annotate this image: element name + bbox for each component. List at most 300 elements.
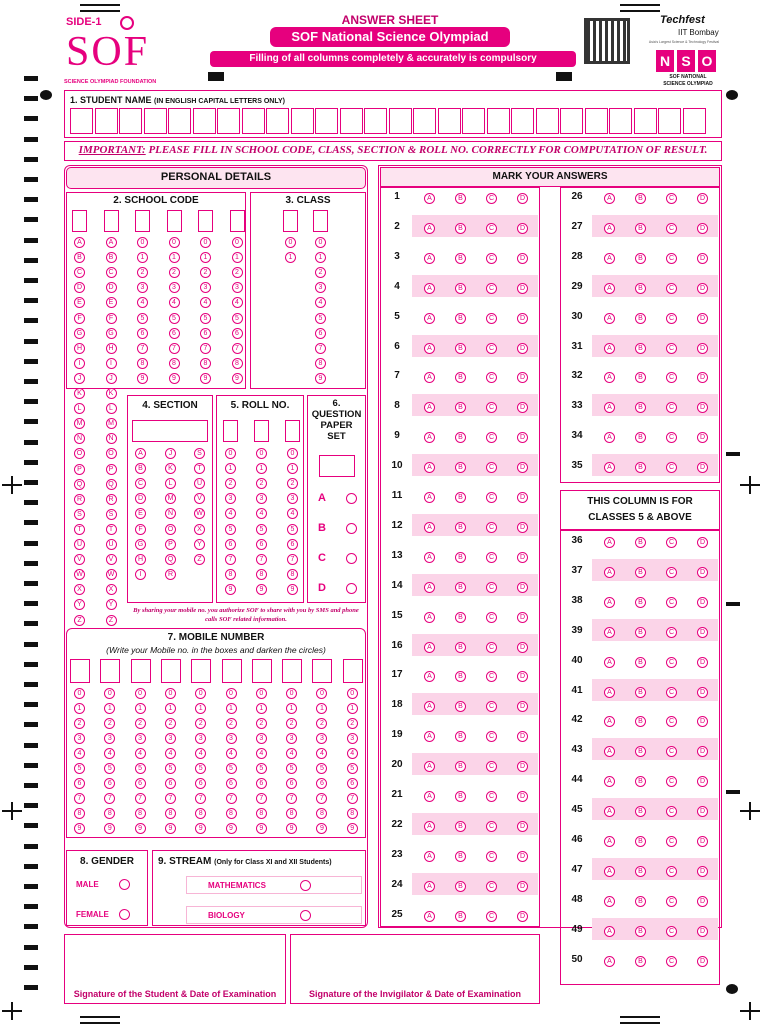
school-code-letter-bubble[interactable]: U xyxy=(106,539,117,550)
answer-bubble[interactable]: A xyxy=(604,567,615,578)
answer-bubble[interactable]: B xyxy=(635,627,646,638)
mobile-digit-bubble[interactable]: 7 xyxy=(74,793,85,804)
roll-no-bubble[interactable]: 7 xyxy=(287,554,298,565)
answer-bubble[interactable]: D xyxy=(697,343,708,354)
mobile-digit-bubble[interactable]: 2 xyxy=(286,718,297,729)
section-bubble[interactable]: O xyxy=(165,524,176,535)
answer-bubble[interactable]: B xyxy=(635,806,646,817)
answer-bubble[interactable]: D xyxy=(517,552,528,563)
school-code-letter-bubble[interactable]: V xyxy=(74,554,85,565)
mobile-digit-bubble[interactable]: 4 xyxy=(135,748,146,759)
answer-bubble[interactable]: B xyxy=(455,313,466,324)
answer-bubble[interactable]: B xyxy=(455,851,466,862)
roll-no-bubble[interactable]: 6 xyxy=(287,539,298,550)
mobile-digit-bubble[interactable]: 1 xyxy=(256,703,267,714)
answer-bubble[interactable]: A xyxy=(604,806,615,817)
answer-bubble[interactable]: A xyxy=(424,253,435,264)
answer-bubble[interactable]: C xyxy=(486,761,497,772)
answer-bubble[interactable]: D xyxy=(517,343,528,354)
school-code-box[interactable] xyxy=(135,210,150,232)
answer-bubble[interactable]: A xyxy=(604,956,615,967)
answer-bubble[interactable]: C xyxy=(666,776,677,787)
answer-bubble[interactable]: D xyxy=(517,283,528,294)
school-code-letter-bubble[interactable]: W xyxy=(106,569,117,580)
mobile-digit-box[interactable] xyxy=(222,659,242,683)
stream-bubble[interactable] xyxy=(300,880,311,891)
answer-bubble[interactable]: A xyxy=(424,612,435,623)
school-code-letter-bubble[interactable]: T xyxy=(74,524,85,535)
mobile-digit-bubble[interactable]: 2 xyxy=(135,718,146,729)
school-code-letter-bubble[interactable]: D xyxy=(74,282,85,293)
mobile-digit-bubble[interactable]: 5 xyxy=(135,763,146,774)
section-bubble[interactable]: V xyxy=(194,493,205,504)
mobile-digit-bubble[interactable]: 7 xyxy=(135,793,146,804)
roll-no-bubble[interactable]: 5 xyxy=(225,524,236,535)
mobile-digit-bubble[interactable]: 0 xyxy=(165,688,176,699)
mobile-digit-bubble[interactable]: 6 xyxy=(347,778,358,789)
mobile-digit-bubble[interactable]: 3 xyxy=(104,733,115,744)
answer-bubble[interactable]: B xyxy=(635,657,646,668)
roll-no-bubble[interactable]: 1 xyxy=(287,463,298,474)
answer-bubble[interactable]: C xyxy=(486,552,497,563)
mobile-digit-bubble[interactable]: 3 xyxy=(195,733,206,744)
school-code-letter-bubble[interactable]: E xyxy=(106,297,117,308)
section-bubble[interactable]: I xyxy=(135,569,146,580)
mobile-digit-bubble[interactable]: 9 xyxy=(165,823,176,834)
name-letter-box[interactable] xyxy=(193,108,216,134)
section-bubble[interactable]: F xyxy=(135,524,146,535)
answer-bubble[interactable]: C xyxy=(486,402,497,413)
answer-bubble[interactable]: C xyxy=(666,567,677,578)
qp-set-bubble[interactable] xyxy=(346,493,357,504)
school-code-digit-bubble[interactable]: 1 xyxy=(232,252,243,263)
mobile-digit-bubble[interactable]: 2 xyxy=(165,718,176,729)
section-bubble[interactable]: G xyxy=(135,539,146,550)
answer-bubble[interactable]: A xyxy=(424,193,435,204)
school-code-digit-bubble[interactable]: 6 xyxy=(169,328,180,339)
mobile-digit-bubble[interactable]: 2 xyxy=(74,718,85,729)
school-code-box[interactable] xyxy=(72,210,87,232)
answer-bubble[interactable]: C xyxy=(486,492,497,503)
roll-no-bubble[interactable]: 4 xyxy=(287,508,298,519)
answer-bubble[interactable]: C xyxy=(486,372,497,383)
mobile-digit-bubble[interactable]: 4 xyxy=(347,748,358,759)
section-input[interactable] xyxy=(132,420,208,442)
answer-bubble[interactable]: D xyxy=(697,537,708,548)
school-code-letter-bubble[interactable]: H xyxy=(74,343,85,354)
answer-bubble[interactable]: C xyxy=(486,223,497,234)
answer-bubble[interactable]: B xyxy=(455,642,466,653)
school-code-letter-bubble[interactable]: T xyxy=(106,524,117,535)
school-code-digit-bubble[interactable]: 3 xyxy=(169,282,180,293)
mobile-digit-bubble[interactable]: 9 xyxy=(74,823,85,834)
answer-bubble[interactable]: D xyxy=(697,223,708,234)
answer-bubble[interactable]: C xyxy=(486,343,497,354)
name-letter-box[interactable] xyxy=(315,108,338,134)
answer-bubble[interactable]: A xyxy=(424,881,435,892)
answer-bubble[interactable]: C xyxy=(666,253,677,264)
school-code-letter-bubble[interactable]: Z xyxy=(106,615,117,626)
school-code-letter-bubble[interactable]: R xyxy=(106,494,117,505)
name-letter-box[interactable] xyxy=(364,108,387,134)
class-digit-bubble[interactable]: 0 xyxy=(315,237,326,248)
school-code-letter-bubble[interactable]: Z xyxy=(74,615,85,626)
answer-bubble[interactable]: C xyxy=(666,597,677,608)
answer-bubble[interactable]: D xyxy=(517,761,528,772)
answer-bubble[interactable]: C xyxy=(486,821,497,832)
school-code-letter-bubble[interactable]: V xyxy=(106,554,117,565)
answer-bubble[interactable]: A xyxy=(604,372,615,383)
answer-bubble[interactable]: D xyxy=(697,926,708,937)
name-letter-box[interactable] xyxy=(683,108,706,134)
school-code-letter-bubble[interactable]: W xyxy=(74,569,85,580)
class-digit-bubble[interactable]: 6 xyxy=(315,328,326,339)
school-code-digit-bubble[interactable]: 9 xyxy=(232,373,243,384)
mobile-digit-bubble[interactable]: 3 xyxy=(347,733,358,744)
mobile-digit-bubble[interactable]: 0 xyxy=(256,688,267,699)
school-code-digit-bubble[interactable]: 8 xyxy=(232,358,243,369)
name-letter-box[interactable] xyxy=(438,108,461,134)
mobile-digit-bubble[interactable]: 8 xyxy=(226,808,237,819)
school-code-digit-bubble[interactable]: 7 xyxy=(200,343,211,354)
answer-bubble[interactable]: A xyxy=(604,866,615,877)
school-code-box[interactable] xyxy=(198,210,213,232)
mobile-digit-bubble[interactable]: 1 xyxy=(316,703,327,714)
roll-no-bubble[interactable]: 9 xyxy=(225,584,236,595)
roll-no-bubble[interactable]: 4 xyxy=(256,508,267,519)
answer-bubble[interactable]: A xyxy=(604,253,615,264)
section-bubble[interactable]: Q xyxy=(165,554,176,565)
answer-bubble[interactable]: C xyxy=(486,462,497,473)
school-code-digit-bubble[interactable]: 2 xyxy=(200,267,211,278)
section-bubble[interactable]: J xyxy=(165,448,176,459)
answer-bubble[interactable]: B xyxy=(455,552,466,563)
answer-bubble[interactable]: A xyxy=(424,701,435,712)
section-bubble[interactable]: U xyxy=(194,478,205,489)
mobile-digit-bubble[interactable]: 0 xyxy=(347,688,358,699)
mobile-digit-bubble[interactable]: 1 xyxy=(135,703,146,714)
mobile-digit-bubble[interactable]: 6 xyxy=(226,778,237,789)
answer-bubble[interactable]: C xyxy=(486,313,497,324)
answer-bubble[interactable]: D xyxy=(697,283,708,294)
name-letter-box[interactable] xyxy=(340,108,363,134)
mobile-digit-bubble[interactable]: 2 xyxy=(256,718,267,729)
answer-bubble[interactable]: B xyxy=(455,432,466,443)
school-code-letter-bubble[interactable]: G xyxy=(74,328,85,339)
school-code-digit-bubble[interactable]: 9 xyxy=(200,373,211,384)
answer-bubble[interactable]: B xyxy=(635,956,646,967)
mobile-digit-bubble[interactable]: 2 xyxy=(104,718,115,729)
mobile-digit-bubble[interactable]: 4 xyxy=(74,748,85,759)
answer-bubble[interactable]: D xyxy=(697,956,708,967)
school-code-letter-bubble[interactable]: S xyxy=(106,509,117,520)
answer-bubble[interactable]: C xyxy=(486,881,497,892)
roll-no-bubble[interactable]: 6 xyxy=(225,539,236,550)
answer-bubble[interactable]: A xyxy=(424,851,435,862)
answer-bubble[interactable]: C xyxy=(666,372,677,383)
answer-bubble[interactable]: B xyxy=(635,896,646,907)
answer-bubble[interactable]: A xyxy=(604,432,615,443)
answer-bubble[interactable]: D xyxy=(697,313,708,324)
mobile-digit-bubble[interactable]: 2 xyxy=(195,718,206,729)
mobile-digit-bubble[interactable]: 8 xyxy=(286,808,297,819)
name-letter-box[interactable] xyxy=(560,108,583,134)
school-code-letter-bubble[interactable]: X xyxy=(74,584,85,595)
school-code-digit-bubble[interactable]: 3 xyxy=(137,282,148,293)
mobile-digit-bubble[interactable]: 3 xyxy=(135,733,146,744)
answer-bubble[interactable]: C xyxy=(486,432,497,443)
roll-no-bubble[interactable]: 5 xyxy=(287,524,298,535)
class-digit-bubble[interactable]: 5 xyxy=(315,313,326,324)
mobile-digit-bubble[interactable]: 7 xyxy=(195,793,206,804)
mobile-digit-bubble[interactable]: 1 xyxy=(195,703,206,714)
answer-bubble[interactable]: B xyxy=(455,193,466,204)
mobile-digit-bubble[interactable]: 9 xyxy=(195,823,206,834)
answer-bubble[interactable]: B xyxy=(635,223,646,234)
answer-bubble[interactable]: B xyxy=(455,223,466,234)
school-code-letter-bubble[interactable]: I xyxy=(106,358,117,369)
roll-no-bubble[interactable]: 0 xyxy=(256,448,267,459)
answer-bubble[interactable]: A xyxy=(424,402,435,413)
answer-bubble[interactable]: A xyxy=(604,926,615,937)
mobile-digit-bubble[interactable]: 8 xyxy=(347,808,358,819)
mobile-digit-bubble[interactable]: 0 xyxy=(104,688,115,699)
school-code-box[interactable] xyxy=(230,210,245,232)
class-digit-bubble[interactable]: 1 xyxy=(285,252,296,263)
answer-bubble[interactable]: C xyxy=(666,926,677,937)
qp-set-bubble[interactable] xyxy=(346,523,357,534)
roll-no-bubble[interactable]: 9 xyxy=(287,584,298,595)
school-code-box[interactable] xyxy=(167,210,182,232)
section-bubble[interactable]: X xyxy=(194,524,205,535)
roll-no-bubble[interactable]: 1 xyxy=(225,463,236,474)
school-code-letter-bubble[interactable]: A xyxy=(74,237,85,248)
roll-no-bubble[interactable]: 9 xyxy=(256,584,267,595)
answer-bubble[interactable]: C xyxy=(666,343,677,354)
answer-bubble[interactable]: D xyxy=(697,432,708,443)
mobile-digit-bubble[interactable]: 6 xyxy=(165,778,176,789)
stream-bubble[interactable] xyxy=(300,910,311,921)
mobile-digit-box[interactable] xyxy=(312,659,332,683)
mobile-digit-bubble[interactable]: 7 xyxy=(256,793,267,804)
answer-bubble[interactable]: B xyxy=(455,791,466,802)
section-bubble[interactable]: M xyxy=(165,493,176,504)
answer-bubble[interactable]: D xyxy=(697,896,708,907)
mobile-digit-bubble[interactable]: 3 xyxy=(226,733,237,744)
answer-bubble[interactable]: D xyxy=(697,716,708,727)
section-bubble[interactable]: H xyxy=(135,554,146,565)
answer-bubble[interactable]: D xyxy=(517,193,528,204)
name-letter-box[interactable] xyxy=(95,108,118,134)
answer-bubble[interactable]: D xyxy=(517,253,528,264)
roll-no-bubble[interactable]: 4 xyxy=(225,508,236,519)
roll-no-bubble[interactable]: 8 xyxy=(287,569,298,580)
answer-bubble[interactable]: B xyxy=(635,866,646,877)
school-code-letter-bubble[interactable]: B xyxy=(106,252,117,263)
mobile-digit-bubble[interactable]: 9 xyxy=(135,823,146,834)
answer-bubble[interactable]: D xyxy=(697,627,708,638)
answer-bubble[interactable]: D xyxy=(517,223,528,234)
answer-bubble[interactable]: D xyxy=(697,746,708,757)
mobile-digit-bubble[interactable]: 9 xyxy=(316,823,327,834)
answer-bubble[interactable]: A xyxy=(424,462,435,473)
class-digit-bubble[interactable]: 8 xyxy=(315,358,326,369)
answer-bubble[interactable]: A xyxy=(424,552,435,563)
mobile-digit-bubble[interactable]: 4 xyxy=(316,748,327,759)
section-bubble[interactable]: N xyxy=(165,508,176,519)
mobile-digit-bubble[interactable]: 1 xyxy=(74,703,85,714)
school-code-digit-bubble[interactable]: 8 xyxy=(200,358,211,369)
school-code-digit-bubble[interactable]: 1 xyxy=(169,252,180,263)
answer-bubble[interactable]: A xyxy=(424,492,435,503)
answer-bubble[interactable]: C xyxy=(486,582,497,593)
mobile-digit-box[interactable] xyxy=(100,659,120,683)
answer-bubble[interactable]: A xyxy=(604,537,615,548)
answer-bubble[interactable]: D xyxy=(517,911,528,922)
mobile-digit-bubble[interactable]: 1 xyxy=(347,703,358,714)
answer-bubble[interactable]: A xyxy=(604,313,615,324)
school-code-box[interactable] xyxy=(104,210,119,232)
mobile-digit-bubble[interactable]: 7 xyxy=(165,793,176,804)
mobile-digit-bubble[interactable]: 9 xyxy=(226,823,237,834)
mobile-digit-bubble[interactable]: 6 xyxy=(256,778,267,789)
answer-bubble[interactable]: A xyxy=(424,522,435,533)
answer-bubble[interactable]: B xyxy=(455,731,466,742)
answer-bubble[interactable]: B xyxy=(635,343,646,354)
mobile-digit-box[interactable] xyxy=(191,659,211,683)
roll-no-box[interactable] xyxy=(254,420,269,442)
answer-bubble[interactable]: C xyxy=(666,462,677,473)
answer-bubble[interactable]: A xyxy=(424,911,435,922)
answer-bubble[interactable]: C xyxy=(666,806,677,817)
mobile-digit-bubble[interactable]: 3 xyxy=(256,733,267,744)
answer-bubble[interactable]: B xyxy=(455,343,466,354)
school-code-digit-bubble[interactable]: 5 xyxy=(200,313,211,324)
answer-bubble[interactable]: B xyxy=(455,761,466,772)
answer-bubble[interactable]: A xyxy=(604,627,615,638)
answer-bubble[interactable]: B xyxy=(455,372,466,383)
answer-bubble[interactable]: B xyxy=(635,462,646,473)
answer-bubble[interactable]: B xyxy=(455,402,466,413)
section-bubble[interactable]: Z xyxy=(194,554,205,565)
answer-bubble[interactable]: B xyxy=(635,402,646,413)
answer-bubble[interactable]: D xyxy=(697,253,708,264)
answer-bubble[interactable]: B xyxy=(455,582,466,593)
answer-bubble[interactable]: C xyxy=(486,612,497,623)
roll-no-bubble[interactable]: 0 xyxy=(225,448,236,459)
school-code-digit-bubble[interactable]: 3 xyxy=(200,282,211,293)
answer-bubble[interactable]: A xyxy=(424,731,435,742)
section-bubble[interactable]: P xyxy=(165,539,176,550)
mobile-digit-bubble[interactable]: 0 xyxy=(74,688,85,699)
answer-bubble[interactable]: D xyxy=(697,597,708,608)
answer-bubble[interactable]: C xyxy=(486,851,497,862)
mobile-digit-bubble[interactable]: 7 xyxy=(316,793,327,804)
answer-bubble[interactable]: D xyxy=(517,462,528,473)
school-code-digit-bubble[interactable]: 3 xyxy=(232,282,243,293)
school-code-letter-bubble[interactable]: J xyxy=(74,373,85,384)
name-letter-box[interactable] xyxy=(242,108,265,134)
school-code-letter-bubble[interactable]: J xyxy=(106,373,117,384)
roll-no-bubble[interactable]: 8 xyxy=(225,569,236,580)
answer-bubble[interactable]: D xyxy=(517,731,528,742)
answer-bubble[interactable]: C xyxy=(666,657,677,668)
answer-bubble[interactable]: A xyxy=(424,582,435,593)
mobile-digit-bubble[interactable]: 0 xyxy=(195,688,206,699)
answer-bubble[interactable]: C xyxy=(486,911,497,922)
answer-bubble[interactable]: B xyxy=(635,776,646,787)
section-bubble[interactable]: C xyxy=(135,478,146,489)
school-code-letter-bubble[interactable]: Y xyxy=(106,599,117,610)
school-code-letter-bubble[interactable]: I xyxy=(74,358,85,369)
mobile-digit-bubble[interactable]: 1 xyxy=(286,703,297,714)
school-code-digit-bubble[interactable]: 5 xyxy=(232,313,243,324)
gender-bubble[interactable] xyxy=(119,879,130,890)
answer-bubble[interactable]: A xyxy=(424,791,435,802)
mobile-digit-box[interactable] xyxy=(161,659,181,683)
school-code-digit-bubble[interactable]: 2 xyxy=(232,267,243,278)
school-code-digit-bubble[interactable]: 0 xyxy=(232,237,243,248)
answer-bubble[interactable]: C xyxy=(666,627,677,638)
school-code-letter-bubble[interactable]: F xyxy=(74,313,85,324)
answer-bubble[interactable]: D xyxy=(697,657,708,668)
roll-no-bubble[interactable]: 1 xyxy=(256,463,267,474)
mobile-digit-bubble[interactable]: 8 xyxy=(256,808,267,819)
answer-bubble[interactable]: C xyxy=(666,537,677,548)
school-code-digit-bubble[interactable]: 7 xyxy=(169,343,180,354)
mobile-digit-bubble[interactable]: 5 xyxy=(165,763,176,774)
mobile-digit-box[interactable] xyxy=(252,659,272,683)
mobile-digit-bubble[interactable]: 4 xyxy=(226,748,237,759)
section-bubble[interactable]: S xyxy=(194,448,205,459)
answer-bubble[interactable]: A xyxy=(604,462,615,473)
roll-no-bubble[interactable]: 2 xyxy=(287,478,298,489)
mobile-digit-bubble[interactable]: 9 xyxy=(286,823,297,834)
answer-bubble[interactable]: A xyxy=(604,223,615,234)
answer-bubble[interactable]: D xyxy=(517,432,528,443)
answer-bubble[interactable]: A xyxy=(604,657,615,668)
mobile-digit-bubble[interactable]: 1 xyxy=(104,703,115,714)
mobile-digit-bubble[interactable]: 5 xyxy=(74,763,85,774)
answer-bubble[interactable]: A xyxy=(604,836,615,847)
answer-bubble[interactable]: D xyxy=(697,372,708,383)
school-code-letter-bubble[interactable]: U xyxy=(74,539,85,550)
answer-bubble[interactable]: D xyxy=(697,193,708,204)
answer-bubble[interactable]: D xyxy=(517,522,528,533)
answer-bubble[interactable]: A xyxy=(424,761,435,772)
class-digit-bubble[interactable]: 0 xyxy=(285,237,296,248)
school-code-digit-bubble[interactable]: 6 xyxy=(137,328,148,339)
answer-bubble[interactable]: C xyxy=(486,193,497,204)
answer-bubble[interactable]: C xyxy=(486,791,497,802)
answer-bubble[interactable]: A xyxy=(424,432,435,443)
answer-bubble[interactable]: B xyxy=(635,193,646,204)
answer-bubble[interactable]: C xyxy=(666,866,677,877)
class-digit-bubble[interactable]: 1 xyxy=(315,252,326,263)
answer-bubble[interactable]: D xyxy=(517,701,528,712)
answer-bubble[interactable]: C xyxy=(666,193,677,204)
class-digit-bubble[interactable]: 4 xyxy=(315,297,326,308)
answer-bubble[interactable]: A xyxy=(424,671,435,682)
answer-bubble[interactable]: B xyxy=(635,313,646,324)
answer-bubble[interactable]: D xyxy=(697,462,708,473)
school-code-digit-bubble[interactable]: 9 xyxy=(137,373,148,384)
name-letter-box[interactable] xyxy=(291,108,314,134)
mobile-digit-bubble[interactable]: 0 xyxy=(135,688,146,699)
answer-bubble[interactable]: D xyxy=(697,687,708,698)
school-code-letter-bubble[interactable]: L xyxy=(106,403,117,414)
name-letter-box[interactable] xyxy=(389,108,412,134)
